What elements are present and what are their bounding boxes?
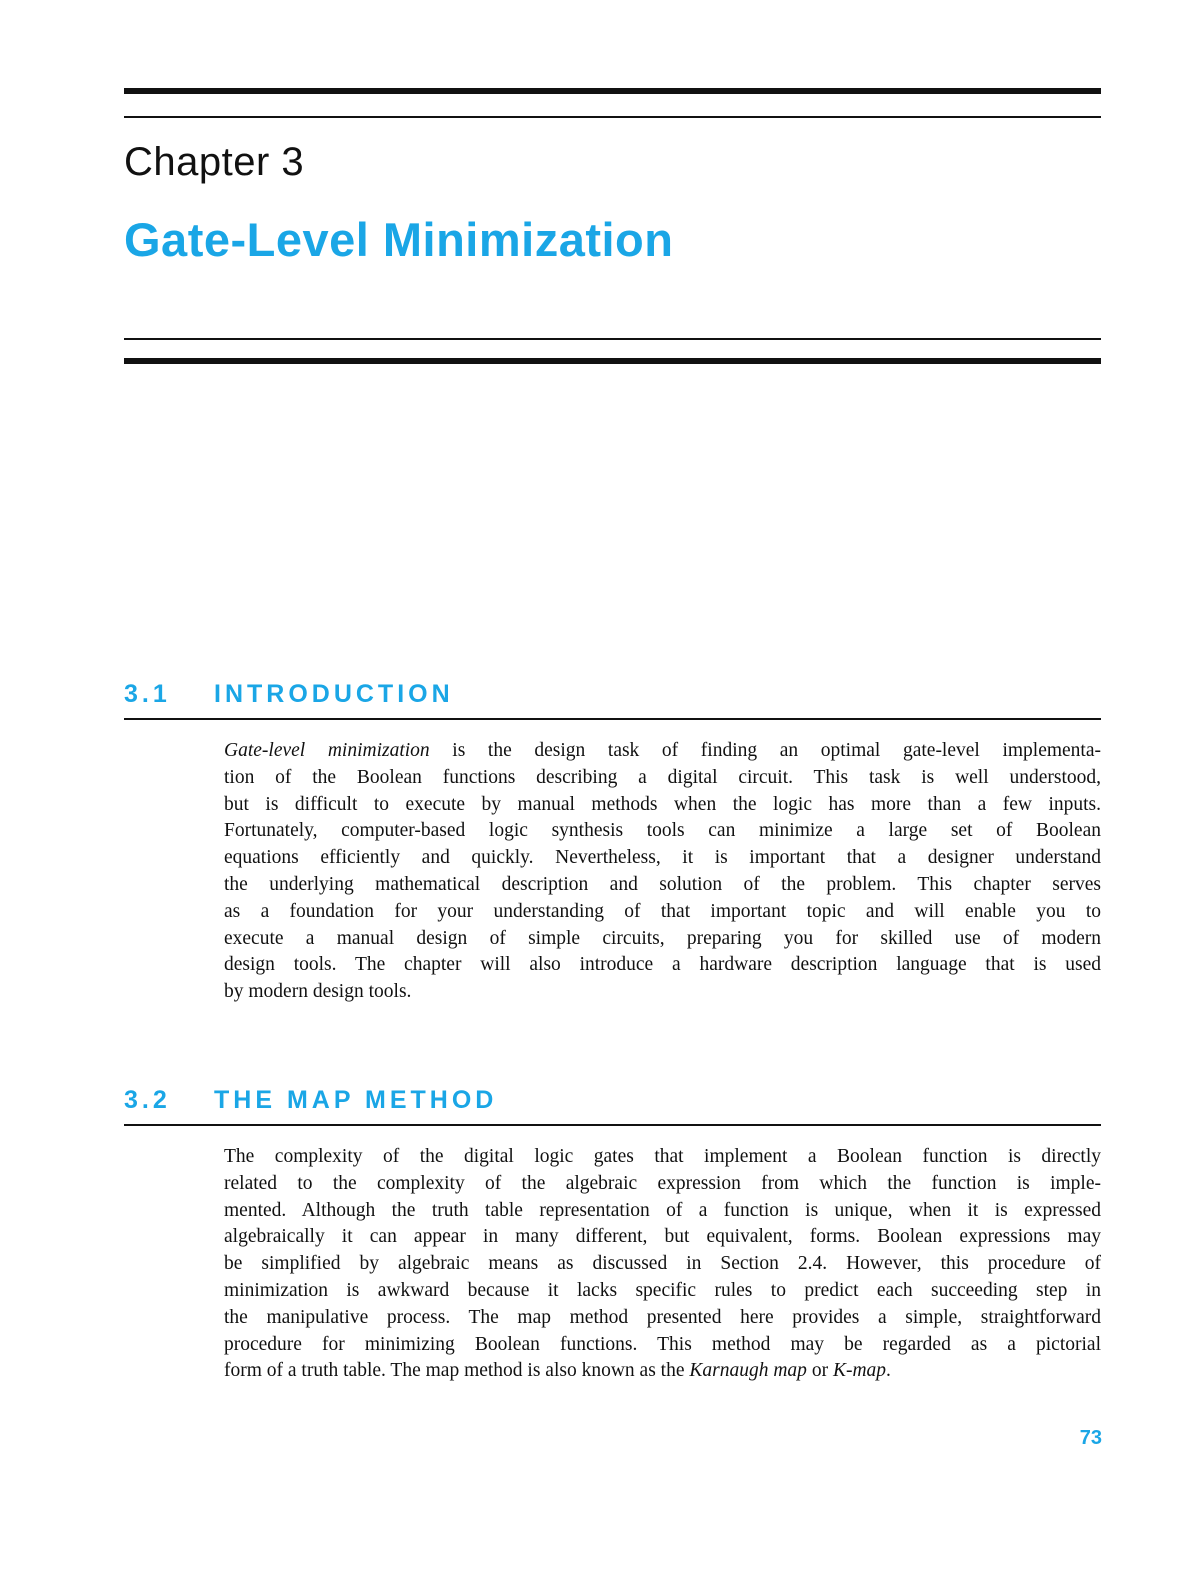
section-number: 3.1	[124, 680, 171, 708]
chapter-title: Gate-Level Minimization	[124, 213, 674, 266]
paragraph-line: be simplified by algebraic means as discussed in Section 2.4. However, this procedure of	[224, 1253, 1101, 1275]
paragraph-line: Fortunately, computer-based logic synthesis tools can minimize a large set of Boolean	[224, 820, 1101, 842]
section-heading-introduction	[124, 680, 1101, 720]
top-thick-rule	[124, 88, 1101, 94]
paragraph-line: related to the complexity of the algebraic expression from which the function is imple-	[224, 1172, 1101, 1194]
paragraph-line: tion of the Boolean functions describing a digital circuit. This task is well understood,	[224, 766, 1101, 788]
chapter-label: Chapter 3	[124, 140, 305, 184]
paragraph-line: The complexity of the digital logic gates that implement a Boolean function is directly	[224, 1146, 1101, 1167]
paragraph-line: as a foundation for your understanding of that important topic and will enable you to	[224, 900, 1101, 922]
page-number: 73	[1079, 1427, 1102, 1449]
paragraph-line: Gate-level minimization is the design task of finding an optimal gate-level implementa-	[224, 740, 1101, 761]
paragraph-line: equations efficiently and quickly. Nevertheless, it is important that a designer understand	[224, 847, 1101, 869]
paragraph-line: procedure for minimizing Boolean functions. This method may be regarded as a pictorial	[224, 1333, 1101, 1355]
paragraph-line: design tools. The chapter will also introduce a hardware description language that is used	[224, 954, 1101, 976]
map-method-paragraph	[224, 1144, 1101, 1385]
paragraph-line: by modern design tools.	[224, 981, 412, 1003]
heading-bottom-thick-rule	[124, 358, 1101, 364]
heading-bottom-thin-rule	[124, 338, 1101, 340]
italic-term: K-map	[832, 1360, 887, 1382]
section-title: INTRODUCTION	[214, 680, 454, 708]
paragraph-line: mented. Although the truth table representation of a function is unique, when it is expressed	[224, 1199, 1101, 1221]
italic-term: Gate-level minimization	[224, 740, 430, 761]
paragraph-line: but is difficult to execute by manual methods when the logic has more than a few inputs.	[224, 793, 1101, 815]
section-title: THE MAP METHOD	[214, 1086, 498, 1114]
paragraph-line: the manipulative process. The map method presented here provides a simple, straightforward	[224, 1306, 1101, 1328]
section-heading-map-method	[124, 1086, 1101, 1126]
introduction-paragraph	[224, 738, 1101, 1006]
paragraph-line: form of a truth table. The map method is also known as the Karnaugh map or K-map.	[224, 1360, 891, 1382]
section-number: 3.2	[124, 1086, 171, 1114]
paragraph-line: execute a manual design of simple circuits, preparing you for skilled use of modern	[224, 927, 1101, 949]
italic-term: Karnaugh map	[689, 1360, 807, 1382]
paragraph-line: algebraically it can appear in many different, but equivalent, forms. Boolean expressions may	[224, 1226, 1101, 1248]
paragraph-line: the underlying mathematical description and solution of the problem. This chapter serves	[224, 873, 1101, 895]
paragraph-line: minimization is awkward because it lacks specific rules to predict each succeeding step in	[224, 1279, 1101, 1301]
top-thin-rule	[124, 116, 1101, 118]
